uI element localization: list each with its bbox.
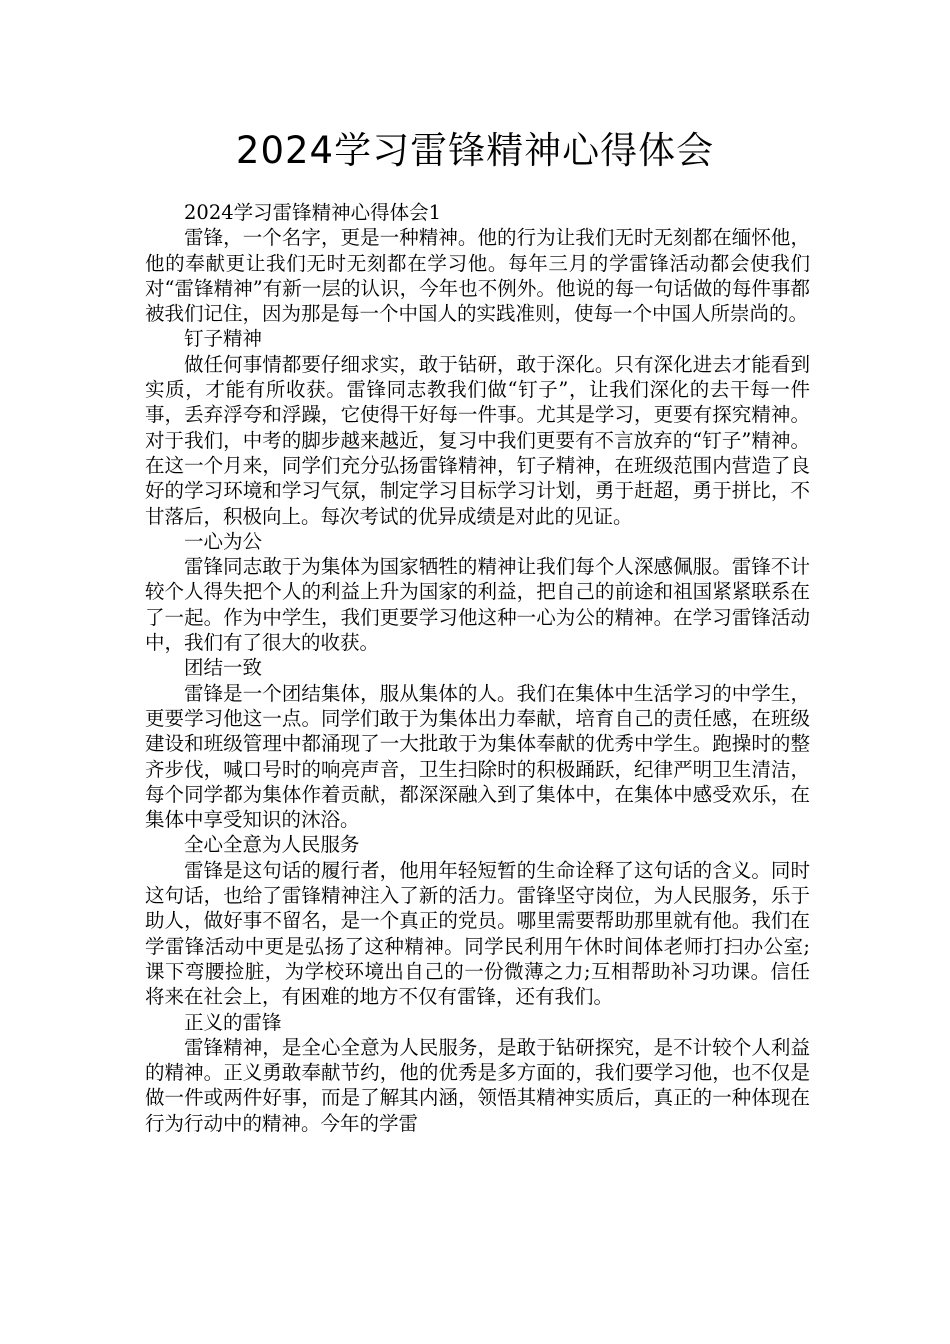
- document-body: [145, 200, 810, 1136]
- paragraph-public-spirit: 雷锋同志敢于为集体为国家牺牲的精神让我们每个人深感佩服。雷锋不计较个人得失把个人的利益上升为国家的利益，把自己的前途和祖国紧紧联系在了一起。作为中学生，我们更要学习他这种一心为公的精神。在学习雷锋活动中，我们有了很大的收获。: [145, 555, 810, 655]
- section-heading-serve-people: 全心全意为人民服务: [184, 833, 360, 857]
- paragraph-intro: 雷锋，一个名字，更是一种精神。他的行为让我们无时无刻都在缅怀他，他的奉献更让我们无时无刻都在学习他。每年三月的学雷锋活动都会使我们对“雷锋精神”有新一层的认识，今年也不例外。他说的每一句话做的每件事都被我们记住，因为那是每一个中国人的实践准则，使每一个中国人所崇尚的。: [145, 226, 810, 326]
- section-heading-nail-spirit: 钉子精神: [184, 327, 263, 351]
- paragraph-nail-spirit: 做任何事情都要仔细求实，敢于钻研，敢于深化。只有深化进去才能看到实质，才能有所收获。雷锋同志教我们做“钉子”，让我们深化的去干每一件事，丢弃浮夸和浮躁，它使得干好每一件事。尤其是学习，更要有探究精神。对于我们，中考的脚步越来越近，复习中我们更要有不言放弃的“钉子”精神。在这一个月来，同学们充分弘扬雷锋精神，钉子精神，在班级范围内营造了良好的学习环境和学习气氛，制定学习目标学习计划，勇于赶超，勇于拼比，不甘落后，积极向上。每次考试的优异成绩是对此的见证。: [145, 352, 810, 528]
- paragraph-unity: 雷锋是一个团结集体，服从集体的人。我们在集体中生活学习的中学生，更要学习他这一点。同学们敢于为集体出力奉献，培育自己的责任感，在班级建设和班级管理中都涌现了一大批敢于为集体奉献的优秀中学生。跑操时的整齐步伐，喊口号时的响亮声音，卫生扫除时的积极踊跃，纪律严明卫生清洁，每个同学都为集体作着贡献，都深深融入到了集体中，在集体中感受欢乐，在集体中享受知识的沐浴。: [145, 681, 810, 832]
- subtitle-heading: 2024学习雷锋精神心得体会1: [184, 201, 442, 224]
- paragraph-serve-people: 雷锋是这句话的履行者，他用年轻短暂的生命诠释了这句话的含义。同时这句话，也给了雷锋精神注入了新的活力。雷锋坚守岗位，为人民服务，乐于助人，做好事不留名，是一个真正的党员。哪里需要帮助那里就有他。我们在学雷锋活动中更是弘扬了这种精神。同学民利用午休时间体老师打扫办公室;课下弯腰捡脏，为学校环境出自己的一份微薄之力;互相帮助补习功课。信任将来在社会上，有困难的地方不仅有雷锋，还有我们。: [145, 858, 810, 1009]
- section-heading-righteous: 正义的雷锋: [184, 1010, 282, 1034]
- section-heading-public-spirit: 一心为公: [184, 529, 263, 553]
- paragraph-righteous: 雷锋精神，是全心全意为人民服务，是敢于钻研探究，是不计较个人利益的精神。正义勇敢奉献节约，他的优秀是多方面的，我们要学习他，也不仅是做一件或两件好事，而是了解其内涵，领悟其精神实质后，真正的一种体现在行为行动中的精神。今年的学雷: [145, 1035, 810, 1135]
- section-heading-unity: 团结一致: [184, 656, 263, 680]
- document-title: 2024学习雷锋精神心得体会: [235, 129, 715, 172]
